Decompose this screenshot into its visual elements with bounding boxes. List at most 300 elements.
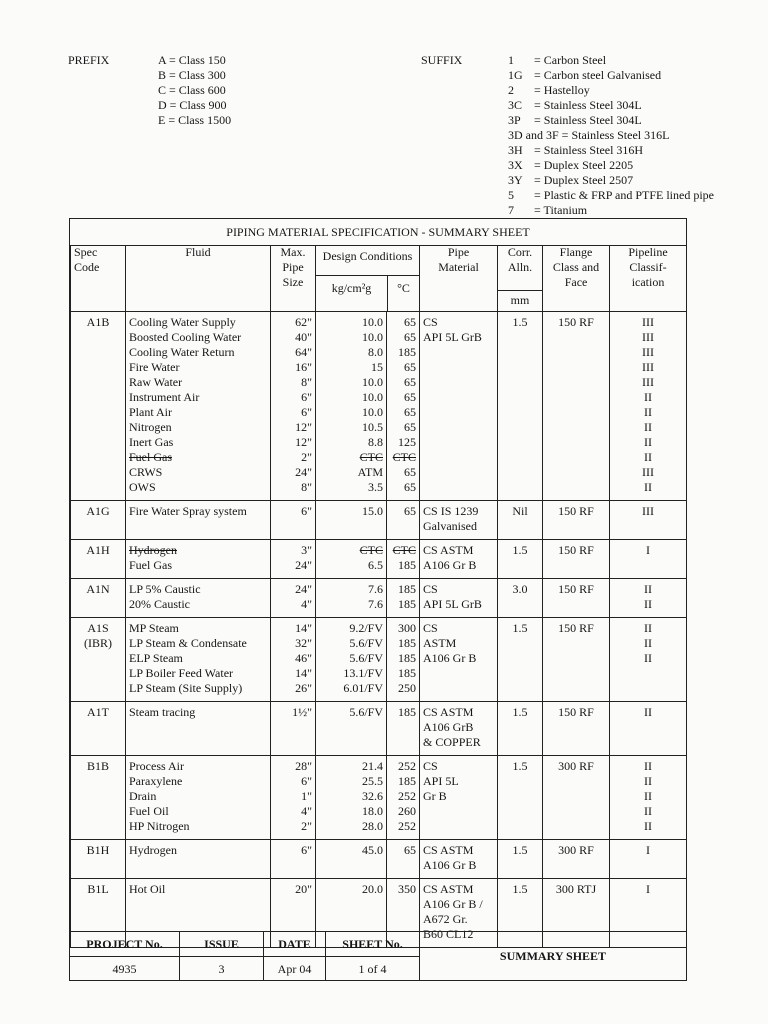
fluid-name: Drain (129, 789, 157, 803)
table-row (71, 312, 687, 501)
design-pressure: 20.0 (362, 882, 383, 896)
design-pressure: 10.0 (362, 375, 383, 389)
fluid-name: Instrument Air (129, 390, 200, 404)
pipe-size-cell (271, 312, 316, 501)
fluid-name: MP Steam (129, 621, 179, 635)
spec-code-cell (71, 702, 126, 756)
pipe-size-cell (271, 540, 316, 579)
spec-code: A1T (87, 705, 109, 719)
pipe-material: B60 CL12 (423, 927, 474, 941)
pipe-size: 1" (301, 789, 312, 803)
pipe-size-cell (271, 756, 316, 840)
issue-cell: ISSUE 3 (180, 932, 264, 981)
suffix-item (508, 98, 714, 113)
corrosion-allowance: 1.5 (512, 843, 528, 857)
pipe-size: 6" (301, 504, 312, 518)
pipe-size: 12" (295, 420, 312, 434)
design-temperature: 65 (404, 843, 417, 857)
pipe-material-cell (420, 840, 498, 879)
fluid-name: Fire Water Spray system (129, 504, 247, 518)
suffix-code: 2 (508, 83, 514, 97)
fluid-name: Hot Oil (129, 882, 166, 896)
pipe-material-cell (420, 618, 498, 702)
design-pressure: 5.6/FV (349, 651, 383, 665)
corrosion-allowance-cell (498, 756, 543, 840)
table-row (71, 702, 687, 756)
design-temperature: 260 (398, 804, 417, 818)
flange-cell (543, 579, 610, 618)
pipe-size: 14" (295, 666, 312, 680)
pipeline-class-cell (610, 618, 687, 702)
pipeline-class-cell (610, 579, 687, 618)
pipeline-class: III (642, 375, 655, 389)
fluid-name: Fuel Oil (129, 804, 169, 818)
sheet-title: PIPING MATERIAL SPECIFICATION - SUMMARY SHEET (70, 219, 686, 246)
design-temperature: 65 (404, 420, 417, 434)
date-cell: DATE Apr 04 (264, 932, 326, 981)
design-pressure: 8.0 (368, 345, 383, 359)
fluid-cell (126, 501, 271, 540)
pipe-material: A672 Gr. (423, 912, 468, 926)
pipe-size: 16" (295, 360, 312, 374)
fluid-cell (126, 756, 271, 840)
fluid-name: 20% Caustic (129, 597, 190, 611)
header-design-conditions: Design Conditions kg/cm²g °C (316, 245, 420, 312)
pipe-material-cell (420, 501, 498, 540)
sheet-number-cell: SHEET No. 1 of 4 (326, 932, 420, 981)
fluid-name: Steam tracing (129, 705, 196, 719)
pipe-material: CS ASTM (423, 543, 474, 557)
design-pressure: 15 (371, 360, 383, 374)
design-pressure: 21.4 (362, 759, 383, 773)
suffix-item (508, 83, 714, 98)
fluid-name: LP Steam & Condensate (129, 636, 247, 650)
spec-code-cell (71, 312, 126, 501)
pipe-material: CS IS 1239 (423, 504, 479, 518)
flange-cell (543, 702, 610, 756)
design-temperature: 252 (398, 789, 417, 803)
pipe-size: 6" (301, 774, 312, 788)
pipe-size: 24" (295, 582, 312, 596)
project-number-cell: PROJECT No. 4935 (70, 932, 180, 981)
fluid-name: Cooling Water Supply (129, 315, 236, 329)
fluid-name: LP 5% Caustic (129, 582, 201, 596)
fluid-name: Hydrogen (129, 543, 177, 557)
design-temperature: 185 (398, 705, 417, 719)
design-pressure: 10.0 (362, 390, 383, 404)
pipeline-class: II (644, 405, 653, 419)
suffix-list (508, 53, 714, 218)
flange-rating: 150 RF (558, 582, 594, 596)
spec-table-body (71, 312, 687, 948)
suffix-desc: = Plastic & FRP and PTFE lined pipe (534, 188, 714, 202)
pipeline-class: II (644, 597, 653, 611)
design-temperature: 65 (404, 390, 417, 404)
prefix-item: B = Class 300 (158, 68, 226, 82)
pipeline-class: III (642, 465, 655, 479)
pipeline-class-cell (610, 540, 687, 579)
suffix-item (508, 173, 714, 188)
pipeline-class: II (644, 582, 653, 596)
design-pressure: CTC (359, 543, 383, 557)
pipe-material: API 5L GrB (423, 597, 482, 611)
pipe-size: 12" (295, 435, 312, 449)
pipe-material: API 5L GrB (423, 330, 482, 344)
fluid-name: Nitrogen (129, 420, 172, 434)
pressure-cell (316, 312, 387, 501)
design-pressure: 10.5 (362, 420, 383, 434)
table-row (71, 540, 687, 579)
temperature-cell (387, 756, 420, 840)
spec-code-cell (71, 618, 126, 702)
pressure-cell (316, 702, 387, 756)
design-temperature: 300 (398, 621, 417, 635)
fluid-cell (126, 702, 271, 756)
design-pressure: 18.0 (362, 804, 383, 818)
pipe-size: 26" (295, 681, 312, 695)
pipe-size: 24" (295, 465, 312, 479)
design-temperature: 185 (398, 651, 417, 665)
design-pressure: 6.01/FV (343, 681, 383, 695)
corrosion-allowance-cell (498, 579, 543, 618)
prefix-heading: PREFIX (68, 53, 110, 67)
pipe-size: 40" (295, 330, 312, 344)
pipe-size: 8" (301, 375, 312, 389)
fluid-name: LP Steam (Site Supply) (129, 681, 243, 695)
corrosion-allowance-cell (498, 840, 543, 879)
pipe-size: 8" (301, 480, 312, 494)
spec-code: B1H (86, 843, 110, 857)
flange-cell (543, 618, 610, 702)
pipe-size-cell (271, 702, 316, 756)
header-fluid: Fluid (126, 245, 271, 312)
pipe-size: 4" (301, 597, 312, 611)
fluid-name: Inert Gas (129, 435, 174, 449)
pipe-size: 62" (295, 315, 312, 329)
pipe-material: Galvanised (423, 519, 477, 533)
spec-code-cell (71, 756, 126, 840)
fluid-name: ELP Steam (129, 651, 183, 665)
design-temperature: 65 (404, 360, 417, 374)
fluid-name: Cooling Water Return (129, 345, 235, 359)
design-temperature: 65 (404, 315, 417, 329)
design-temperature: 185 (398, 636, 417, 650)
title-block (70, 931, 686, 981)
pipe-size: 2" (301, 819, 312, 833)
corrosion-allowance-cell (498, 501, 543, 540)
pipeline-class: III (642, 330, 655, 344)
fluid-name: Fuel Gas (129, 450, 172, 464)
corrosion-allowance: 1.5 (512, 705, 528, 719)
fluid-name: LP Boiler Feed Water (129, 666, 234, 680)
pipe-material: CS (423, 621, 438, 635)
table-row (71, 501, 687, 540)
flange-rating: 150 RF (558, 705, 594, 719)
temperature-cell (387, 579, 420, 618)
flange-cell (543, 312, 610, 501)
design-pressure: 28.0 (362, 819, 383, 833)
design-temperature: 185 (398, 666, 417, 680)
pipeline-class: II (644, 621, 653, 635)
design-pressure: 10.0 (362, 405, 383, 419)
suffix-desc: = Titanium (534, 203, 588, 217)
pipeline-class: II (644, 819, 653, 833)
design-temperature: CTC (392, 450, 417, 464)
fluid-cell (126, 840, 271, 879)
suffix-heading: SUFFIX (421, 53, 463, 67)
pipe-size: 1½" (292, 705, 312, 719)
pipe-material-cell (420, 312, 498, 501)
corrosion-allowance: 1.5 (512, 315, 528, 329)
fluid-cell (126, 618, 271, 702)
pipeline-class: II (644, 804, 653, 818)
pipeline-class: III (642, 315, 655, 329)
corrosion-allowance: Nil (512, 504, 528, 518)
fluid-cell (126, 312, 271, 501)
design-temperature: 65 (404, 480, 417, 494)
flange-rating: 150 RF (558, 504, 594, 518)
design-pressure: 6.5 (368, 558, 383, 572)
header-pipeline-class: Pipeline Classif- ication (610, 245, 687, 312)
pipe-size: 46" (295, 651, 312, 665)
suffix-desc: = Stainless Steel 304L (534, 113, 642, 127)
design-pressure: 7.6 (368, 582, 383, 596)
corrosion-allowance: 1.5 (512, 759, 528, 773)
suffix-desc: = Stainless Steel 316H (534, 143, 644, 157)
design-pressure: 45.0 (362, 843, 383, 857)
design-temperature: 65 (404, 504, 417, 518)
suffix-desc: = Carbon steel Galvanised (534, 68, 662, 82)
header-pressure-unit: kg/cm²g (316, 276, 388, 311)
suffix-code: 3D and 3F (508, 128, 559, 142)
temperature-cell (387, 501, 420, 540)
corrosion-allowance: 1.5 (512, 882, 528, 896)
prefix-list (158, 53, 231, 128)
pipe-material: ASTM (423, 636, 457, 650)
pipeline-class: II (644, 450, 653, 464)
pipe-material: A106 Gr B (423, 558, 477, 572)
pipe-material: CS ASTM (423, 705, 474, 719)
pipeline-class: II (644, 705, 653, 719)
corrosion-allowance-cell (498, 618, 543, 702)
design-temperature: 65 (404, 405, 417, 419)
fluid-name: Process Air (129, 759, 184, 773)
design-pressure: ATM (357, 465, 383, 479)
pressure-cell (316, 540, 387, 579)
header-pipe-material: Pipe Material (420, 245, 498, 312)
pipe-material: & COPPER (423, 735, 481, 749)
spec-code: A1S (87, 621, 109, 635)
pipe-size-cell (271, 618, 316, 702)
pipe-material: API 5L (423, 774, 459, 788)
spec-code-cell (71, 579, 126, 618)
table-row (71, 618, 687, 702)
design-pressure: 32.6 (362, 789, 383, 803)
flange-rating: 150 RF (558, 315, 594, 329)
design-pressure: 8.8 (368, 435, 383, 449)
temperature-cell (387, 618, 420, 702)
pipe-material: CS (423, 582, 438, 596)
design-temperature: 185 (398, 345, 417, 359)
design-pressure: 25.5 (362, 774, 383, 788)
suffix-item (508, 143, 714, 158)
summary-sheet-label: SUMMARY SHEET (499, 949, 607, 963)
suffix-code: 5 (508, 188, 514, 202)
pipeline-class-cell (610, 501, 687, 540)
suffix-code: 3X (508, 158, 523, 172)
pipe-size: 6" (301, 843, 312, 857)
prefix-item: D = Class 900 (158, 98, 227, 112)
design-temperature: 185 (398, 597, 417, 611)
table-row (71, 579, 687, 618)
pipe-material-cell (420, 540, 498, 579)
pipe-size-cell (271, 579, 316, 618)
suffix-item (508, 128, 714, 143)
corrosion-allowance: 3.0 (512, 582, 528, 596)
design-temperature: 65 (404, 330, 417, 344)
suffix-item (508, 68, 714, 83)
pipe-material: Gr B (423, 789, 447, 803)
pipeline-class: III (642, 360, 655, 374)
pipeline-class: II (644, 480, 653, 494)
header-corrosion-allowance: Corr. Alln. mm (498, 245, 543, 312)
suffix-desc: = Carbon Steel (534, 53, 607, 67)
design-temperature: 185 (398, 558, 417, 572)
design-pressure: 5.6/FV (349, 705, 383, 719)
flange-cell (543, 840, 610, 879)
suffix-desc: = Stainless Steel 316L (561, 128, 670, 142)
design-temperature: 185 (398, 774, 417, 788)
temperature-cell (387, 840, 420, 879)
corrosion-allowance-cell (498, 540, 543, 579)
fluid-cell (126, 579, 271, 618)
pipeline-class: II (644, 390, 653, 404)
temperature-cell (387, 702, 420, 756)
fluid-name: Fire Water (129, 360, 180, 374)
design-temperature: 65 (404, 465, 417, 479)
pipe-size: 64" (295, 345, 312, 359)
design-pressure: 3.5 (368, 480, 383, 494)
suffix-desc: = Hastelloy (534, 83, 590, 97)
design-temperature: 185 (398, 582, 417, 596)
spec-code: A1H (86, 543, 110, 557)
pipe-size: 6" (301, 405, 312, 419)
fluid-name: Raw Water (129, 375, 183, 389)
design-pressure: 13.1/FV (343, 666, 383, 680)
temperature-cell (387, 540, 420, 579)
suffix-item (508, 203, 714, 218)
pipeline-class (613, 681, 683, 696)
pipe-material: A106 Gr B (423, 858, 477, 872)
flange-cell (543, 501, 610, 540)
pipeline-class: II (644, 651, 653, 665)
pipe-size: 24" (295, 558, 312, 572)
spec-code: B1B (86, 759, 109, 773)
pipe-material: CS ASTM (423, 843, 474, 857)
header-pipe-size: Max. Pipe Size (271, 245, 316, 312)
design-pressure: 5.6/FV (349, 636, 383, 650)
fluid-name: OWS (129, 480, 156, 494)
design-temperature: CTC (392, 543, 417, 557)
pipe-size-cell (271, 501, 316, 540)
fluid-name: Fuel Gas (129, 558, 172, 572)
header-corr-unit: mm (498, 290, 542, 310)
table-header-row (71, 245, 687, 312)
header-temp-unit: °C (397, 281, 410, 295)
pipeline-class: III (642, 504, 655, 518)
pipeline-class: II (644, 636, 653, 650)
fluid-cell (126, 540, 271, 579)
design-temperature: 252 (398, 759, 417, 773)
pipeline-class: III (642, 345, 655, 359)
design-temperature: 125 (398, 435, 417, 449)
fluid-name: Plant Air (129, 405, 173, 419)
pipe-size: 2" (301, 450, 312, 464)
pipe-material-cell (420, 579, 498, 618)
pipeline-class (613, 558, 683, 573)
pipe-size: 32" (295, 636, 312, 650)
table-row (71, 756, 687, 840)
design-pressure: 15.0 (362, 504, 383, 518)
temperature-cell (387, 312, 420, 501)
flange-cell (543, 756, 610, 840)
spec-code: A1N (86, 582, 110, 596)
flange-rating: 150 RF (558, 543, 594, 557)
suffix-code: 3H (508, 143, 523, 157)
corrosion-allowance: 1.5 (512, 543, 528, 557)
corrosion-allowance-cell (498, 312, 543, 501)
spec-code: (IBR) (84, 636, 112, 650)
pressure-cell (316, 501, 387, 540)
fluid-name: Paraxylene (129, 774, 183, 788)
design-pressure: 10.0 (362, 330, 383, 344)
design-pressure: 10.0 (362, 315, 383, 329)
pipe-size: 14" (295, 621, 312, 635)
pressure-cell (316, 840, 387, 879)
design-pressure: 7.6 (368, 597, 383, 611)
fluid-name: CRWS (129, 465, 163, 479)
pipe-material: CS (423, 315, 438, 329)
design-pressure: CTC (359, 450, 383, 464)
flange-rating: 300 RF (558, 759, 594, 773)
suffix-code: 1 (508, 53, 514, 67)
spec-code: A1B (86, 315, 110, 329)
pipe-material: CS (423, 759, 438, 773)
design-temperature: 65 (404, 375, 417, 389)
corrosion-allowance: 1.5 (512, 621, 528, 635)
pipeline-class-cell (610, 312, 687, 501)
suffix-code: 7 (508, 203, 514, 217)
fluid-name: Boosted Cooling Water (129, 330, 242, 344)
design-temperature: 350 (398, 882, 417, 896)
summary-sheet (69, 218, 687, 981)
pipe-size-cell (271, 840, 316, 879)
suffix-item (508, 113, 714, 128)
pipeline-class: II (644, 774, 653, 788)
pipe-material-cell (420, 702, 498, 756)
header-flange: Flange Class and Face (543, 245, 610, 312)
prefix-item: A = Class 150 (158, 53, 226, 67)
design-temperature: 252 (398, 819, 417, 833)
suffix-desc: = Duplex Steel 2205 (534, 158, 634, 172)
prefix-item: C = Class 600 (158, 83, 226, 97)
corrosion-allowance-cell (498, 702, 543, 756)
pipe-material-cell (420, 756, 498, 840)
suffix-item (508, 53, 714, 68)
pipeline-class: I (646, 882, 651, 896)
table-row (71, 840, 687, 879)
pipeline-class-cell (610, 840, 687, 879)
